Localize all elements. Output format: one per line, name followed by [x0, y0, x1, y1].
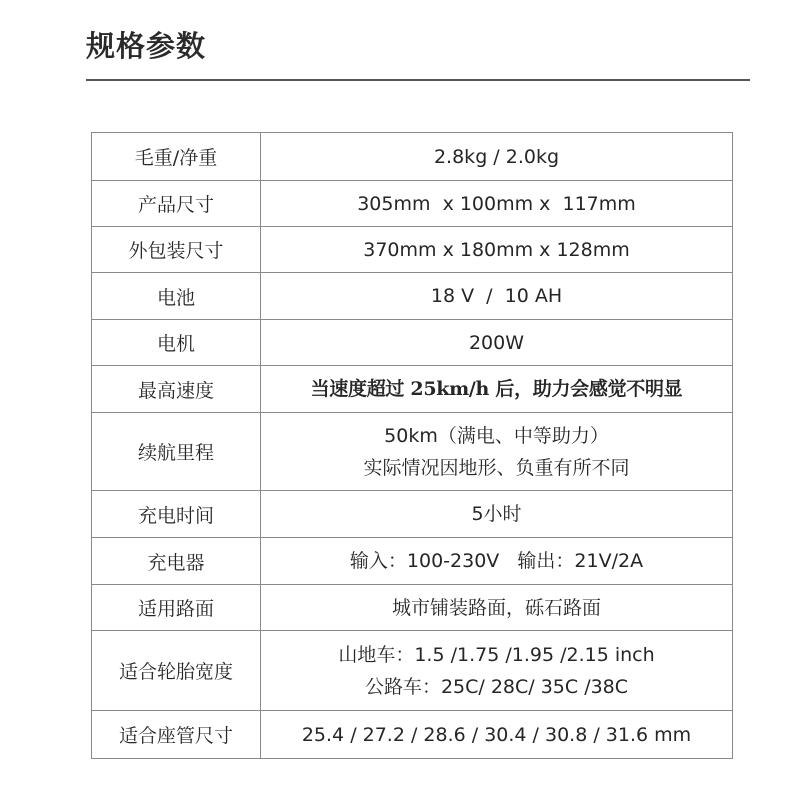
- spec-label: 充电时间: [92, 491, 261, 538]
- spec-label: 外包装尺寸: [92, 227, 261, 273]
- table-row: [92, 585, 733, 631]
- spec-label: 最高速度: [92, 366, 261, 413]
- spec-table: [91, 132, 733, 759]
- spec-value: [261, 366, 733, 413]
- table-row: [92, 273, 733, 320]
- table-row: [92, 227, 733, 273]
- spec-value-line: 18 V / 10 AH: [430, 285, 563, 307]
- table-row: [92, 413, 733, 491]
- spec-value-line: 当速度超过 25km/h 后，助力会感觉不明显: [310, 378, 683, 400]
- spec-label: 毛重/净重: [92, 133, 261, 181]
- spec-label: 适用路面: [92, 585, 261, 631]
- spec-label: 适合轮胎宽度: [92, 631, 261, 711]
- table-row: [92, 631, 733, 711]
- spec-value-line: 公路车：25C/ 28C/ 35C /38C: [364, 675, 629, 698]
- table-row: [92, 181, 733, 227]
- spec-value-line: 实际情况因地形、负重有所不同: [363, 456, 630, 479]
- spec-value: [261, 711, 733, 759]
- table-row: [92, 320, 733, 366]
- spec-value-line: 305mm x 100mm x 117mm: [357, 192, 636, 215]
- spec-value: [261, 538, 733, 585]
- table-row: [92, 366, 733, 413]
- spec-value-line: 输入：100-230V 输出：21V/2A: [349, 550, 644, 572]
- spec-value-line: 2.8kg / 2.0kg: [433, 145, 560, 168]
- spec-value: [261, 491, 733, 538]
- table-row: [92, 133, 733, 181]
- title-divider: [86, 79, 750, 81]
- spec-value: [261, 133, 733, 181]
- spec-value-line: 5小时: [471, 503, 522, 525]
- table-row: [92, 491, 733, 538]
- spec-value: [261, 227, 733, 273]
- table-row: [92, 538, 733, 585]
- spec-value-line: 200W: [468, 331, 525, 354]
- spec-value: [261, 631, 733, 711]
- page-title: 规格参数: [86, 29, 207, 63]
- spec-value: [261, 273, 733, 320]
- spec-label: 续航里程: [92, 413, 261, 491]
- spec-value: [261, 585, 733, 631]
- spec-label: 电池: [92, 273, 261, 320]
- table-row: [92, 711, 733, 759]
- spec-value-line: 山地车：1.5 /1.75 /1.95 /2.15 inch: [338, 643, 655, 666]
- spec-value: [261, 181, 733, 227]
- spec-label: 电机: [92, 320, 261, 366]
- spec-label: 产品尺寸: [92, 181, 261, 227]
- spec-value-line: 370mm x 180mm x 128mm: [363, 238, 630, 261]
- spec-value-line: 25.4 / 27.2 / 28.6 / 30.4 / 30.8 / 31.6 mm: [301, 723, 692, 746]
- spec-value-line: 50km（满电、中等助力）: [384, 424, 609, 447]
- spec-value-line: 城市铺装路面，砾石路面: [391, 596, 601, 619]
- spec-label: 适合座管尺寸: [92, 711, 261, 759]
- spec-value: [261, 413, 733, 491]
- spec-value: [261, 320, 733, 366]
- spec-label: 充电器: [92, 538, 261, 585]
